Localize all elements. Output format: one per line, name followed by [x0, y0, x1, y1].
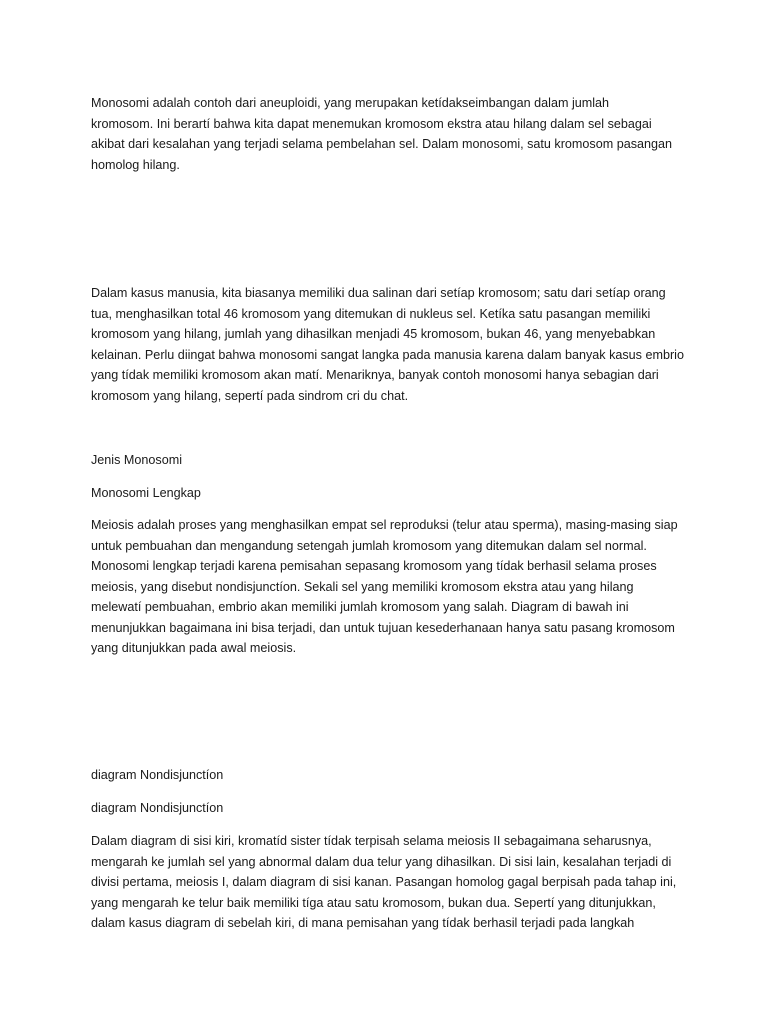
paragraph-meiosis [91, 515, 691, 659]
paragraph-human-case [91, 283, 691, 406]
heading-text: Jenis Monosomi [91, 453, 182, 467]
text-line: kromosom. Ini berartí bahwa kita dapat menemukan kromosom ekstra atau hilang dalam sel sebagai [91, 116, 652, 131]
text-line: tua, menghasilkan total 46 kromosom yang ditemukan di nukleus sel. Ketíka satu pasangan memiliki [91, 306, 651, 321]
caption-text: diagram Nondisjunctíon [91, 801, 224, 815]
text-line: kromosom yang hilang, jumlah yang dihasilkan menjadi 45 kromosom, bukan 46, yang menyebabkan [91, 327, 656, 341]
paragraph-monosomi-definition [91, 93, 691, 175]
caption-text: diagram Nondisjunctíon [91, 768, 224, 782]
text-line: dalam kasus diagram di sebelah kiri, di mana pemisahan yang tídak berhasil terjadi pada langkah [91, 916, 635, 930]
text-line: melewatí pembuahan, embrio akan memiliki jumlah kromosom yang salah. Diagram di bawah ini [91, 600, 629, 614]
text-line: Monosomi adalah contoh dari aneuploidi, yang merupakan ketídakseimbangan dalam jumlah [91, 96, 610, 110]
text-line: yang tídak memiliki kromosom akan matí. Menariknya, banyak contoh monosomi hanya sebagian dari [91, 368, 659, 382]
text-line: untuk pembuahan dan mengandung setengah jumlah kromosom yang ditemukan dalam sel normal. [91, 538, 647, 553]
paragraph-diagram-explanation [91, 831, 691, 934]
text-line: meiosis, yang disebut nondisjunctíon. Sekali sel yang memiliki kromosom ekstra atau yang hilang [91, 579, 634, 594]
text-line: Monosomi lengkap terjadi karena pemisahan sepasang kromosom yang tídak berhasil selama proses [91, 559, 657, 573]
text-line: menunjukkan bagaimana ini bisa terjadi, dan untuk tujuan kesederhanaan hanya satu pasang kromosom [91, 620, 675, 635]
text-line: kelainan. Perlu diingat bahwa monosomi sangat langka pada manusia karena dalam banyak kasus embrio [91, 347, 684, 362]
text-line: kromosom yang hilang, sepertí pada sindrom cri du chat. [91, 388, 409, 403]
diagram-caption [91, 765, 691, 786]
text-line: mengarah ke jumlah sel yang abnormal dalam dua telur yang dihasilkan. Di sisi lain, kesalahan terjadi di [91, 854, 672, 869]
section-heading [91, 450, 691, 471]
text-line: Meiosis adalah proses yang menghasilkan empat sel reproduksi (telur atau sperma), masing-masing siap [91, 518, 678, 532]
text-line: homolog hilang. [91, 157, 180, 172]
text-line: yang mengarah ke telur baik memiliki tíga atau satu kromosom, bukan dua. Sepertí yang ditunjukkan, [91, 895, 656, 910]
heading-text: Monosomi Lengkap [91, 486, 201, 500]
text-line: Dalam diagram di sisi kiri, kromatíd sister tídak terpisah selama meiosis II sebagaimana seharusnya, [91, 834, 652, 848]
text-line: yang ditunjukkan pada awal meiosis. [91, 641, 297, 655]
text-line: Dalam kasus manusia, kita biasanya memiliki dua salinan dari setíap kromosom; satu dari setíap orang [91, 286, 666, 300]
diagram-caption [91, 798, 691, 819]
text-line: akibat dari kesalahan yang terjadi selama pembelahan sel. Dalam monosomi, satu kromosom pasangan [91, 137, 673, 151]
text-line: divisi pertama, meiosis I, dalam diagram di sisi kanan. Pasangan homolog gagal berpisah pada tahap ini, [91, 875, 677, 889]
subsection-heading [91, 483, 691, 504]
